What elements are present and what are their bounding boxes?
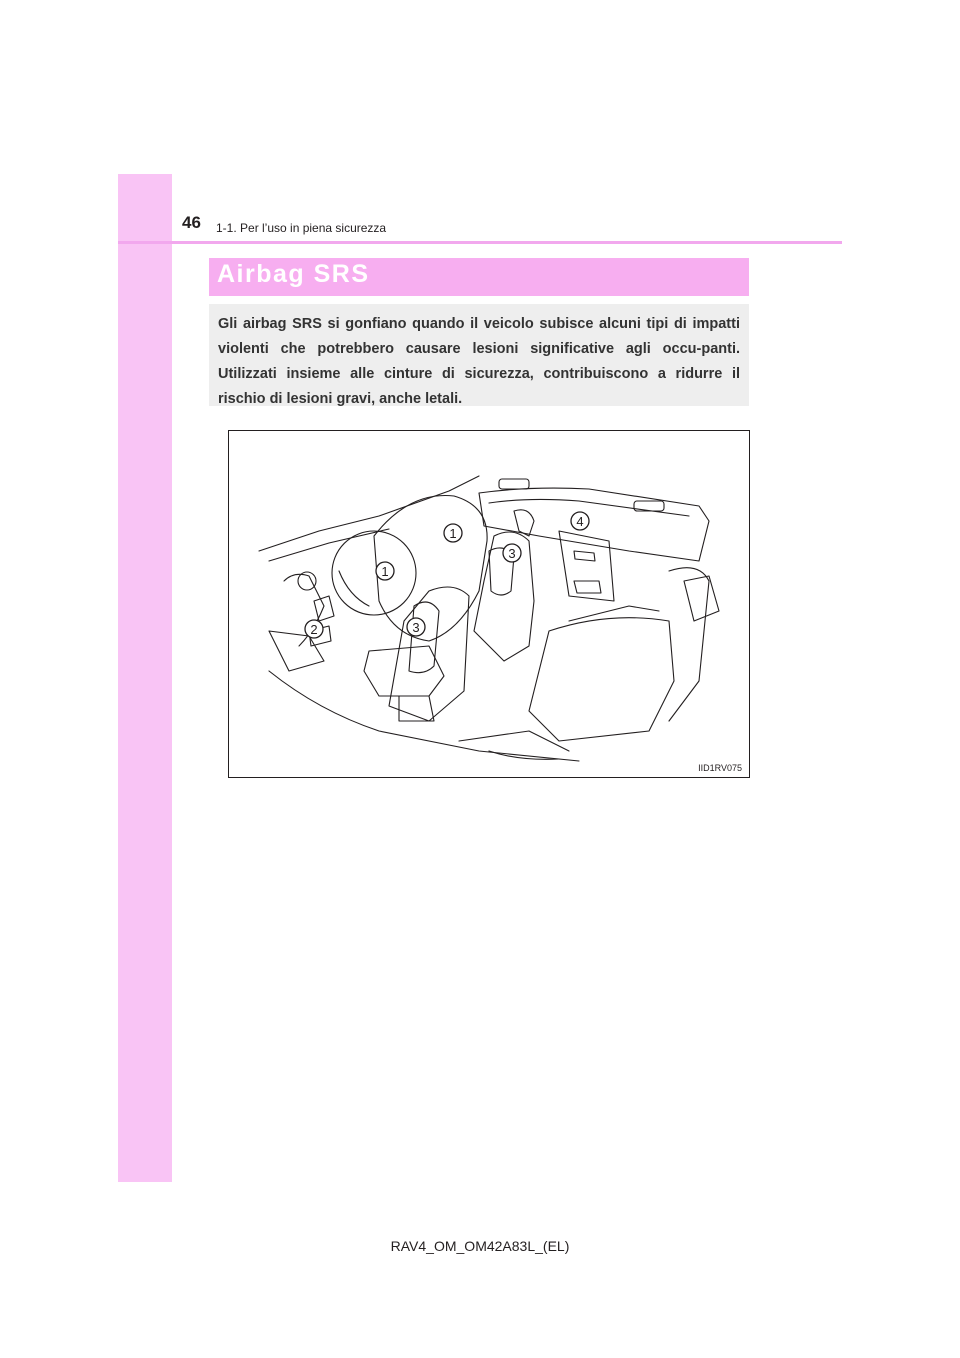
title-bar	[209, 258, 749, 296]
callout-3b: 3	[412, 620, 420, 635]
footer-doc-code: RAV4_OM_OM42A83L_(EL)	[390, 1238, 570, 1254]
intro-box	[209, 304, 749, 406]
header-rule	[118, 241, 842, 244]
callout-1b: 1	[381, 564, 389, 579]
side-color-band	[118, 174, 172, 1182]
page-title: Airbag SRS	[217, 260, 370, 288]
figure-id: IID1RV075	[698, 763, 742, 773]
intro-text: Gli airbag SRS si gonfiano quando il veicolo subisce alcuni tipi di impatti violenti che potrebbero causare lesioni significative agli occu-panti. Utilizzati insieme alle cinture di sicurezza, contribuiscono a ridurre il rischio di lesioni gravi, anche letali.	[218, 316, 740, 407]
page-number: 46	[182, 213, 201, 232]
airbag-illustration	[228, 430, 750, 778]
callout-3a: 3	[508, 546, 516, 561]
callout-2: 2	[310, 622, 318, 637]
section-title: 1-1. Per l’uso in piena sicurezza	[216, 221, 387, 235]
callout-4: 4	[576, 514, 584, 529]
callout-1a: 1	[449, 526, 457, 541]
